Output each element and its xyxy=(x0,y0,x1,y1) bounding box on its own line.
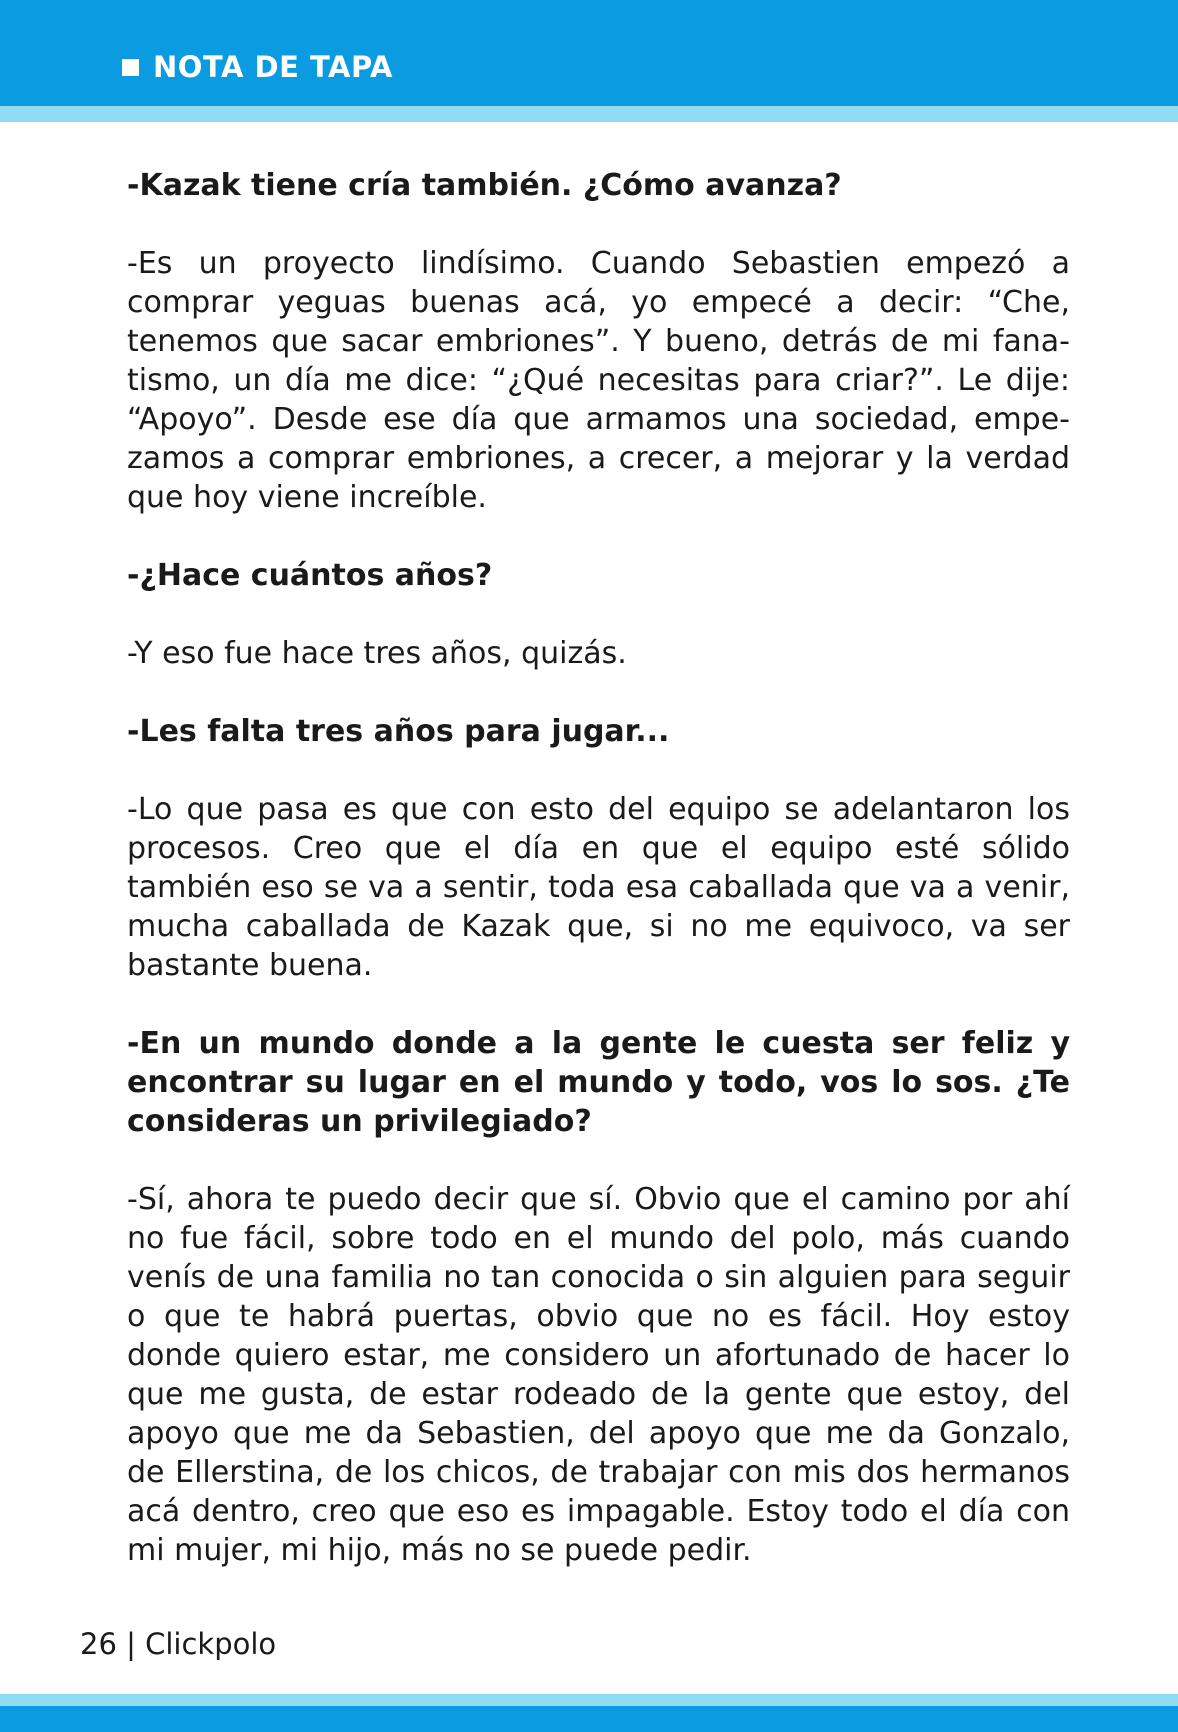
question-4: -En un mundo donde a la gente le cuesta ser feliz y encontrar su lugar en el mundo y todo, vos lo sos. ¿Te consideras un privilegiado? xyxy=(127,1026,1070,1139)
question-3: -Les falta tres años para jugar... xyxy=(127,714,670,749)
section-label-text: NOTA DE TAPA xyxy=(153,50,393,84)
answer-2: -Y eso fue hace tres años, quizás. xyxy=(127,636,627,671)
question-1: -Kazak tiene cría también. ¿Cómo avanza? xyxy=(127,168,842,203)
article-body xyxy=(127,166,1070,1609)
question-2: -¿Hace cuántos años? xyxy=(127,558,493,593)
square-bullet-icon xyxy=(122,59,139,76)
header-stripe xyxy=(0,106,1178,122)
answer-4: -Sí, ahora te puedo decir que sí. Obvio que el camino por ahí no fue fácil, sobre todo en el mundo del polo, más cuando venís de una familia no tan conocida o sin alguien para seguir o que te habrá puertas, obvio que no es fácil. Hoy estoy donde quiero estar, me considero un afortunado de hacer lo que me gusta, de estar rodeado de la gente que estoy, del apoyo que me da Sebastien, del apoyo que me da Gonzalo, de Ellerstina, de los chicos, de trabajar con mis dos hermanos acá dentro, creo que eso es impagable. Estoy todo el día con mi mujer, mi hijo, más no se puede pedir. xyxy=(127,1182,1070,1568)
footer-bar xyxy=(0,1706,1178,1732)
answer-1: -Es un proyecto lindísimo. Cuando Sebastien empezó a comprar yeguas buenas acá, yo empecé a decir: “Che, tenemos que sacar embriones”. Y bueno, detrás de mi fanatismo, un día me dice: “¿Qué necesitas para criar?”. Le dije: “Apoyo”. Desde ese día que armamos una sociedad, empezamos a comprar embriones, a crecer, a mejorar y la verdad que hoy viene increíble. xyxy=(127,246,1070,515)
section-label xyxy=(122,50,393,84)
answer-3: -Lo que pasa es que con esto del equipo se adelantaron los procesos. Creo que el día en que el equipo esté sólido también eso se va a sentir, toda esa caballada que va a venir, mucha caballada de Kazak que, si no me equivoco, va ser bastante buena. xyxy=(127,792,1070,983)
page-footer: 26 | Clickpolo xyxy=(80,1627,277,1661)
footer-stripe xyxy=(0,1694,1178,1706)
